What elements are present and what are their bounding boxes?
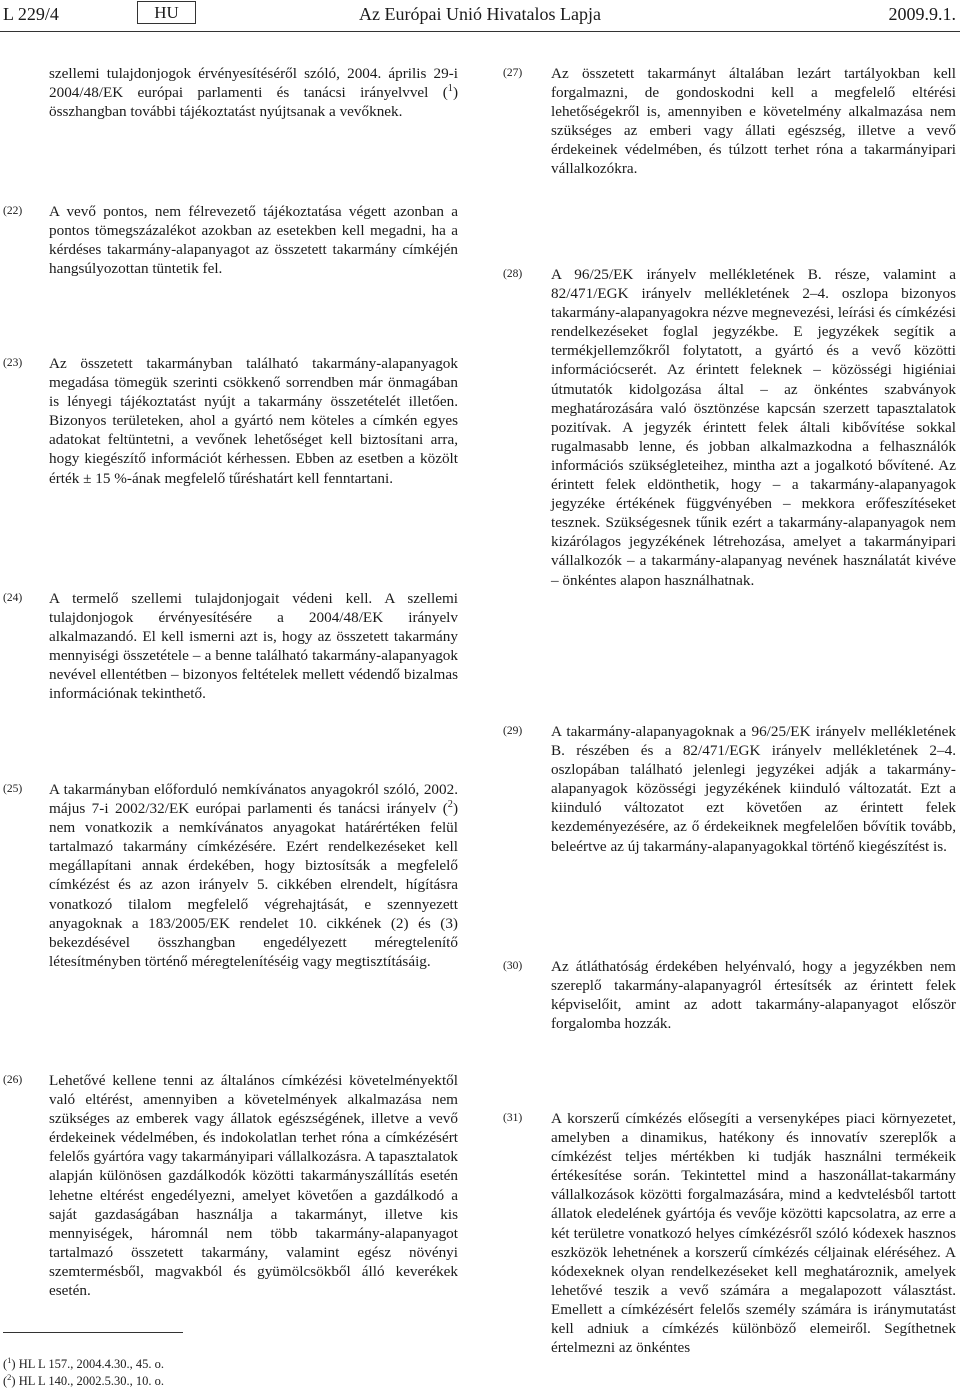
publication-date: 2009.9.1.	[888, 4, 956, 24]
recital-number: (22)	[3, 205, 23, 217]
recital-number: (23)	[3, 357, 23, 369]
recital-number: (29)	[503, 725, 523, 737]
language-code-box: HU	[137, 1, 196, 24]
recital-29-text: A takarmány-alapanyagoknak a 96/25/EK irányelv mellékletének B. részében és a 82/471/EGK irányelv mellékletének 2–4. oszlopában található jelenlegi jegyzékei adják a takarmány-alapanyagok közösségi jegyzékének kiinduló változatát. Ezt a kiinduló változatot ezt követően az érintett felek kezdeményezésére, az ő érdekeiknek megfelelően bővítik tovább, beleértve az új takarmány-alapanyagokkal történő kiegészítést is.	[551, 723, 956, 855]
recital-number: (27)	[503, 67, 523, 79]
recital-26-text: Lehetővé kellene tenni az általános címkézési követelményektől való eltérést, amennyiben a követelmények alkalmazása nem szükséges az emberek vagy állatok egészségének, illetve a vevő érdekeinek védelmében, és indokolatlan terhet róna a címkézésért felelős gyártóra vagy takarmányipari vállalkozásra. A tapasztalatok alapján különösen gazdálkodók közötti takarmányszállítás esetén lehetne eltérést engedélyezni, amelyet követően a gazdálkodó a saját gazdaságában használja a takarmányt, illetve kis mennyiségek, háromnál nem több takarmány-alapanyagot tartalmazó összetett takarmány, valamint egész növényi szemtermésből, magvakból és gyümölcsökből álló keverékek esetén.	[49, 1072, 458, 1300]
footnote-2: ($^2$) HL L 140., 2002.5.30., 10. o.	[3, 1371, 164, 1388]
footnote-1: ($^1$) HL L 157., 2004.4.30., 45. o.	[3, 1354, 164, 1371]
recital-number: (31)	[503, 1112, 523, 1124]
recital-24-text: A termelő szellemi tulajdonjogait védeni kell. A szellemi tulajdonjogok érvényesítésére a 2004/48/EK irányelv alkalmazandó. El kell ismerni azt is, hogy az összetett takarmány mennyiségi összetétele – a benne található takarmány-alapanyagok nevével ellentétben – bizonyos feltételek mellett védendő bizalmas információnak tekinthető.	[49, 590, 458, 703]
recital-number: (28)	[503, 268, 523, 280]
recital-23-text: Az összetett takarmányban található takarmány-alapanyagok megadása tömegük szerinti csökkenő sorrendben már önmagában is lényegi tájékoztatást nyújt a takarmány összetételét illetően. Bizonyos területeken, ahol a gyártó nem köteles a címkén egyes adatokat feltüntetni, a vevőnek lehetőséget kell biztosítani arra, hogy kiegészítő információt kérhessen. Ebben az esetben a közölt érték ± 15 %-ának megfelelő tűréshatárt kell fenntartani.	[49, 355, 458, 487]
recital-31-text: A korszerű címkézés elősegíti a versenyképes piaci környezetet, amelyben a dinamikus, hatékony és innovatív szereplők a címkézést teljes mértékben ki tudják használni termékeik értékesítése során. Tekintettel mind a haszonállat-takarmány vállalkozások közötti forgalmazására, mind a kedvtelésből tartott állatok eledelének gyártója és vevője közötti kapcsolatra, az erre a két területre vonatkozó helyes címkézésről szóló kódexek hasznos eszközök lehetnének a korszerű címkézés céljainak eléréséhez. A kódexeknek olyan rendelkezéseket kell meghatároznik, amelyek lehetővé teszik a vevő számára a megalapozott választást. Emellett a címkézésért felelős személy számára is iránymutatást kell adniuk a címkézés különböző elemeiről. Segíthetnek értelmezni az önkéntes	[551, 1110, 956, 1357]
journal-title: Az Európai Unió Hivatalos Lapja	[359, 4, 601, 24]
recital-number: (30)	[503, 960, 523, 972]
header-rule	[0, 31, 960, 32]
recital-25-text: A takarmányban előforduló nemkívánatos anyagokról szóló, 2002. május 7-i 2002/32/EK európai parlamenti és tanácsi irányelv ($^2$) nem vonatkozik a nemkívánatos anyagokat határértéken felül tartalmazó takarmány címkézésére. Ezért rendelkezéseket kell megállapítani annak érdekében, hogy biztosítsák a megfelelő címkézést és az azon irányelv 5. cikkében elrendelt, hígításra vonatkozó tilalom megfelelő végrehajtását, e szennyezett anyagoknak a 183/2005/EK rendelet 10. cikkének (2) és (3) bekezdésével összhangban engedélyezett méregtelenítő létesítményben történő méregtelenítéséig vagy megtisztításáig.	[49, 781, 458, 970]
recital-30-text: Az átláthatóság érdekében helyénvaló, hogy a jegyzékben nem szereplő takarmány-alapanyagról értesítsék az érintett felek képviselőit, amint az adott takarmány-alapanyagot először forgalomba hozzák.	[551, 958, 956, 1033]
page-header	[0, 0, 960, 30]
recital-28-text: A 96/25/EK irányelv mellékletének B. része, valamint a 82/471/EGK irányelv mellékletének 2–4. oszlopa bizonyos takarmány-alapanyagokra nézve megnevezési, leírási és címkézési rendelkezéseket foglal jegyzékbe. E jegyzékek segítik a termékjellemzőkről folytatott, a gyártó és a vevő közötti információcserét. Az érintett feleknek – közösségi higiéniai útmutatók kidolgozása által – az önkéntes szabványok meghatározására való ösztönzése kapcsán szerzett tapasztalatok pozitívak. A jegyzék érintett felek általi kibővítése sokkal rugalmasabb lenne, és jobban alkalmazkodna a felhasználók információs szükségleteihez, mintha azt a jogalkotó bővítené. Az érintett felek eldönthetik, hogy – a takarmány-alapanyagok jegyzéke értékének függvényében – mekkora erőfeszítéseket tesznek. Szükségesnek tűnik ezért a takarmány-alapanyagok nem kizárólagos jegyzékének létrehozása, amelyet a takarmányipari vállalkozók – a takarmány-alapanyag nevének használatát kivéve – önkéntes alapon használhatnak.	[551, 266, 956, 589]
recital-number: (26)	[3, 1074, 23, 1086]
recital-22-text: A vevő pontos, nem félrevezető tájékoztatása végett azonban a pontos tömegszázalékot azokban az esetekben kell megadni, ha a kérdéses takarmány-alapanyagot az összetett takarmány címkéjén hangsúlyozottan tüntetik fel.	[49, 203, 458, 278]
recital-number: (25)	[3, 783, 23, 795]
footnote-rule	[3, 1332, 183, 1333]
recital-number: (24)	[3, 592, 23, 604]
page-reference: L 229/4	[3, 4, 59, 24]
recital-27-text: Az összetett takarmányt általában lezárt tartályokban kell forgalmazni, de gondoskodni kell a megfelelő eltérési lehetőségekről is, amennyiben e követelmény alkalmazása nem szükséges az emberi vagy állati egészség, illetve a vevő érdekeinek védelmében, és túlzott terhet róna a takarmányipari vállalkozókra.	[551, 65, 956, 178]
continuation-paragraph: szellemi tulajdonjogok érvényesítéséről szóló, 2004. április 29-i 2004/48/EK európai parlamenti és tanácsi irányelvvel ($^1$) összhangban további tájékoztatást nyújtsanak a vevőknek.	[49, 65, 458, 121]
